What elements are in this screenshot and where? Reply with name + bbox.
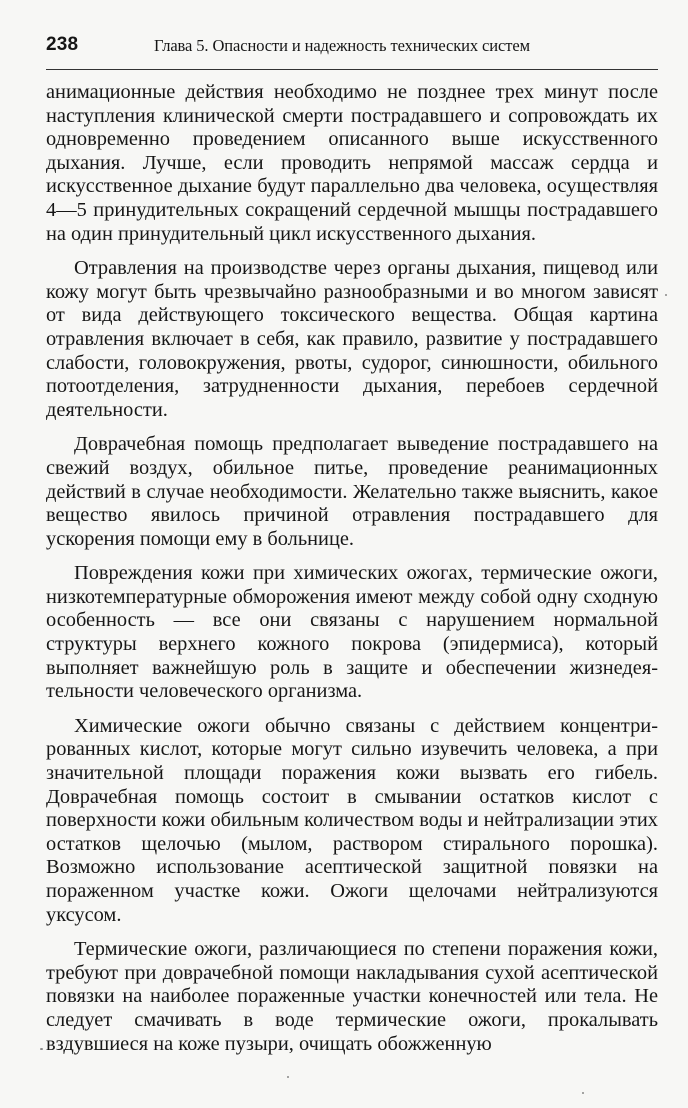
paragraph-poisoning: Отравления на производстве через органы дыхания, пищевод или кожу могут быть чрезвычайно разнообразными и во многом зависят от вида действующего токсического вещества. Общая картина отравления включает в себя, как правило, развитие у пострадавшего слабости, головокружения, рвоты, судорог, синюшности, обильного потоотделения, затрудненности дыхания, перебоев сердечной деятельности. — [46, 257, 658, 421]
paragraph-chemical-burns: Химические ожоги обычно связаны с действием концентрированных кислот, которые могут сильно изувечить человека, а при значительной площади поражения кожи вызвать его гибель. Доврачебная помощь состоит в смывании остатков кислот с поверхности кожи обильным количеством воды и нейтрализации этих остатков щелочью (мылом, раствором стирального порошка). Возможно использование асептической защитной повязки на пораженном участке кожи. Ожоги щелочами нейтрализуются уксусом. — [46, 714, 658, 926]
body-text — [46, 81, 658, 1056]
scan-speck — [287, 1076, 289, 1078]
page-number: 238 — [46, 34, 79, 55]
header-rule — [46, 69, 658, 70]
page-header — [46, 32, 658, 60]
running-title: Глава 5. Опасности и надежность технических систем — [154, 36, 530, 55]
scan-speck — [665, 294, 667, 296]
paragraph-skin-damage: Повреждения кожи при химических ожогах, термические ожоги, низкотемпературные обморожения имеют между собой одну сходную особенность — все они связаны с нарушением нормальной структуры верхнего кожного покрова (эпидермиса), который выполняет важнейшую роль в защите и обеспечении жизнедеятельности человеческого организма. — [46, 562, 658, 703]
scan-speck — [40, 1048, 43, 1050]
paragraph-continued: анимационные действия необходимо не позднее трех минут после наступления клинической смерти пострадавшего и сопровождать их одновременно проведением описанного выше искусственного дыхания. Лучше, если проводить непрямой массаж сердца и искусственное дыхание будут параллельно два человека, осуществляя 4—5 принудительных сокращений сердечной мышцы пострадавшего на один принудительный цикл искусственного дыхания. — [46, 81, 658, 245]
paragraph-thermal-burns: Термические ожоги, различающиеся по степени поражения кожи, требуют при доврачебной помощи накладывания сухой асептической повязки на наиболее пораженные участки конечностей или тела. Не следует смачивать в воде термические ожоги, прокалывать вздувшиеся на коже пузыри, очищать обожженную — [46, 938, 658, 1055]
scan-speck — [582, 1092, 584, 1094]
paragraph-first-aid-poisoning: Доврачебная помощь предполагает выведение пострадавшего на свежий воздух, обильное питье, проведение реанимационных действий в случае необходимости. Желательно также выяснить, какое вещество явилось причиной отравления пострадавшего для ускорения помощи ему в больнице. — [46, 433, 658, 550]
